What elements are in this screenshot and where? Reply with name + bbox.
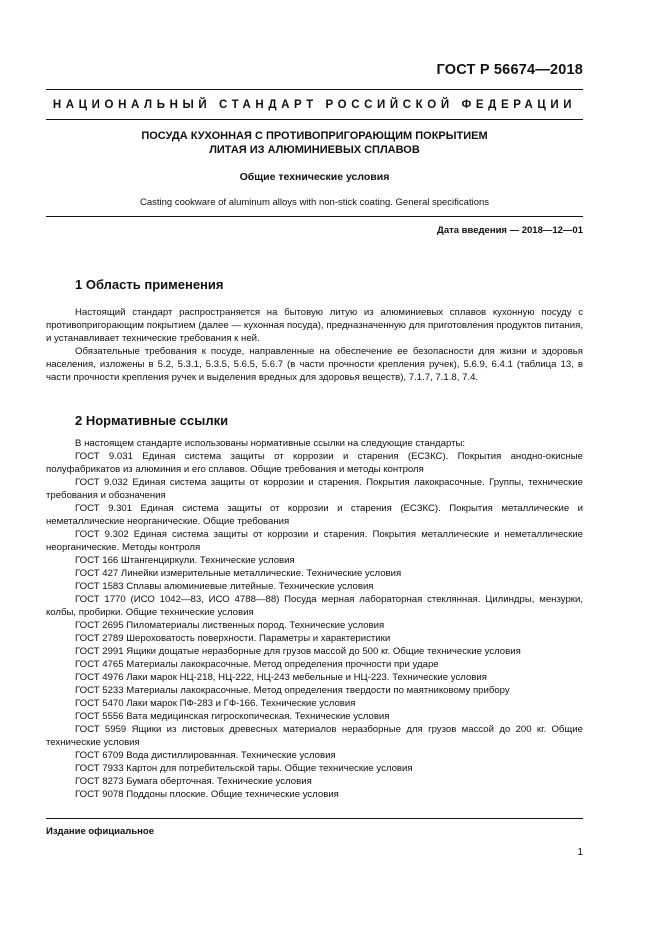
reference-item: ГОСТ 4976 Лаки марок НЦ-218, НЦ-222, НЦ-243 мебельные и НЦ-223. Технические условия <box>75 672 487 683</box>
reference-item: ГОСТ 6709 Вода дистиллированная. Технические условия <box>75 750 336 761</box>
section-2-heading: 2 Нормативные ссылки <box>75 413 229 428</box>
document-title <box>46 129 583 157</box>
reference-item: ГОСТ 166 Штангенциркули. Технические условия <box>75 555 295 566</box>
top-divider <box>46 89 583 90</box>
reference-item: ГОСТ 9.032 Единая система защиты от коррозии и старения. Покрытия лакокрасочные. Группы, технические требования и обозначения <box>46 477 583 501</box>
english-title: Casting cookware of aluminum alloys with non-stick coating. General specifications <box>139 197 490 208</box>
reference-item: ГОСТ 9.302 Единая система защиты от коррозии и старения. Покрытия металлические и неметаллические неорганические. Методы контроля <box>46 529 583 553</box>
reference-item: ГОСТ 1770 (ИСО 1042—83, ИСО 4788—88) Посуда мерная лабораторная стеклянная. Цилиндры, мензурки, колбы, пробирки. Общие технические условия <box>46 594 583 618</box>
section-1-body <box>46 306 583 384</box>
reference-item: ГОСТ 2991 Ящики дощатые неразборные для грузов массой до 500 кг. Общие технические условия <box>75 646 521 657</box>
reference-item: ГОСТ 8273 Бумага оберточная. Технические условия <box>75 776 312 787</box>
reference-item: ГОСТ 5556 Вата медицинская гигроскопическая. Технические условия <box>75 711 390 722</box>
introduction-date: Дата введения — 2018—12—01 <box>437 225 583 236</box>
section-2-body <box>46 437 583 801</box>
title-divider <box>46 216 583 217</box>
reference-item: ГОСТ 7933 Картон для потребительской тары. Общие технические условия <box>75 763 413 774</box>
national-standard-banner: НАЦИОНАЛЬНЫЙ СТАНДАРТ РОССИЙСКОЙ ФЕДЕРАЦИИ <box>52 99 577 111</box>
reference-item: ГОСТ 4765 Материалы лакокрасочные. Метод определения прочности при ударе <box>75 659 439 670</box>
page-number: 1 <box>577 847 583 858</box>
reference-item: ГОСТ 5959 Ящики из листовых древесных материалов неразборные для грузов массой до 200 кг. Общие технические условия <box>46 724 583 748</box>
reference-item: ГОСТ 9.301 Единая система защиты от коррозии и старения (ЕСЗКС). Покрытия металлические и неметаллические неорганические. Общие требования <box>46 503 583 527</box>
standard-number: ГОСТ Р 56674—2018 <box>436 62 583 78</box>
reference-item: ГОСТ 5470 Лаки марок ПФ-283 и ГФ-166. Технические условия <box>75 698 356 709</box>
reference-item: ГОСТ 9078 Поддоны плоские. Общие технические условия <box>75 789 339 800</box>
section-2-intro: В настоящем стандарте использованы нормативные ссылки на следующие стандарты: <box>75 438 466 449</box>
edition-note: Издание официальное <box>46 826 154 837</box>
reference-item: ГОСТ 1583 Сплавы алюминиевые литейные. Технические условия <box>75 581 374 592</box>
reference-item: ГОСТ 2695 Пиломатериалы лиственных пород. Технические условия <box>75 620 385 631</box>
reference-item: ГОСТ 427 Линейки измерительные металлические. Технические условия <box>75 568 402 579</box>
section-1-heading: 1 Область применения <box>75 277 224 292</box>
section-1-paragraph-1: Настоящий стандарт распространяется на бытовую литую из алюминиевых сплавов кухонную посуду с противопригорающим покрытием (далее — кухонная посуда), предназначенную для приготовления продуктов питания, и устанавливает технические требования к ней. <box>46 307 583 344</box>
reference-item: ГОСТ 5233 Материалы лакокрасочные. Метод определения твердости по маятниковому прибору <box>75 685 510 696</box>
reference-item: ГОСТ 2789 Шероховатость поверхности. Параметры и характеристики <box>75 633 391 644</box>
banner-divider <box>46 119 583 120</box>
document-subtitle: Общие технические условия <box>239 171 390 183</box>
section-1-paragraph-2: Обязательные требования к посуде, направленные на обеспечение ее безопасности для жизни и здоровья населения, изложены в 5.2, 5.3.1, 5.3.5, 5.6.5, 5.6.7 (в части прочности крепления ручек), 5.6.9, 6.4.1 (таблица 13, в части прочности крепления ручек и выделения вредных для здоровья веществ), 7.1.7, 7.1.8, 7.4. <box>46 346 583 383</box>
reference-item: ГОСТ 9.031 Единая система защиты от коррозии и старения (ЕСЗКС). Покрытия анодно-окисные полуфабрикатов из алюминия и его сплавов. Общие требования и методы контроля <box>46 451 583 475</box>
title-line-1: ПОСУДА КУХОННАЯ С ПРОТИВОПРИГОРАЮЩИМ ПОКРЫТИЕМ <box>141 130 488 142</box>
footer-divider <box>46 818 583 819</box>
title-line-2: ЛИТАЯ ИЗ АЛЮМИНИЕВЫХ СПЛАВОВ <box>209 144 420 156</box>
